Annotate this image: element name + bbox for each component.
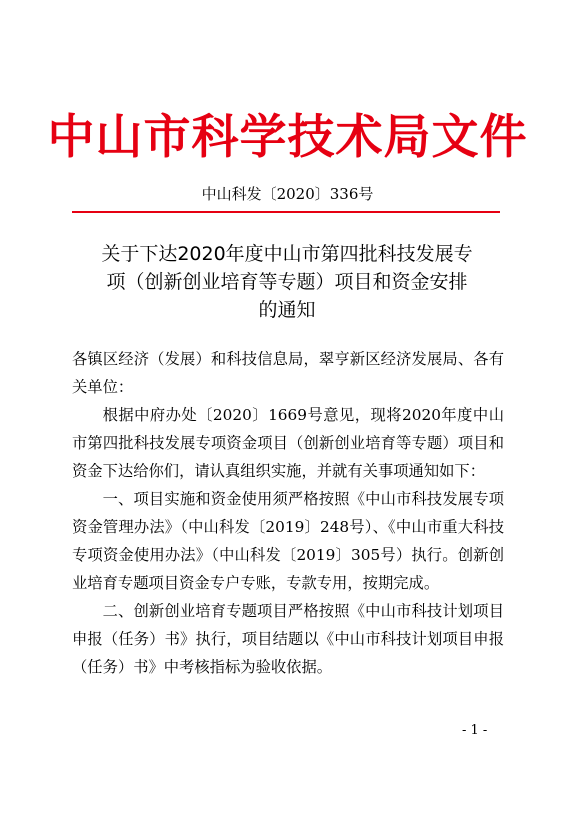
body-paragraph: 二、创新创业培育专题项目严格按照《中山市科技计划项目申报（任务）书》执行，项目结题以《中山市科技计划项目申报（任务）书》中考核指标为验收依据。 <box>72 602 504 676</box>
body-paragraph: 一、项目实施和资金使用须严格按照《中山市科技发展专项资金管理办法》（中山科发〔2019〕248号）、《中山市重大科技专项资金使用办法》（中山科发〔2019〕305号）执行。创新创业培育专题项目资金专户专账，专款专用，按期完成。 <box>72 490 504 592</box>
body-paragraph: 根据中府办处〔2020〕1669号意见，现将2020年度中山市第四批科技发展专项资金项目（创新创业培育等专题）项目和资金下达给你们，请认真组织实施，并就有关事项通知如下： <box>72 406 504 480</box>
notice-title-line: 项（创新创业培育等专题）项目和资金安排 <box>106 271 468 293</box>
notice-title-line: 的通知 <box>258 299 316 321</box>
notice-title <box>72 240 502 324</box>
header-red-rule <box>72 211 500 213</box>
notice-body <box>72 345 504 681</box>
page-number: - 1 - <box>462 723 488 738</box>
notice-title-line: 关于下达2020年度中山市第四批科技发展专 <box>101 243 473 265</box>
addressee-line: 各镇区经济（发展）和科技信息局，翠亨新区经济发展局、各有关单位： <box>72 350 504 396</box>
document-header-title: 中山市科学技术局文件 <box>47 110 528 165</box>
document-number: 中山科发〔2020〕336号 <box>201 185 374 203</box>
